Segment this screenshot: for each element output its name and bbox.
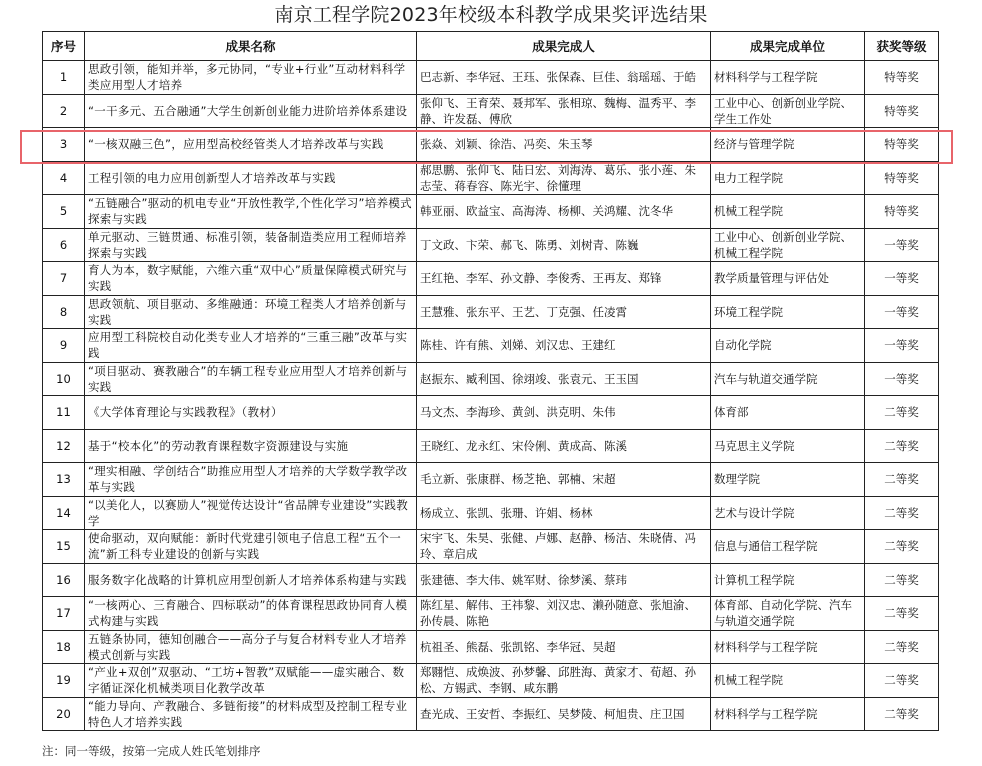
cell-achievement-name: “以美化人，以赛励人”视觉传达设计“省品牌专业建设”实践教学 (85, 496, 417, 530)
table-row (43, 396, 939, 430)
cell-achievement-name: 思政领航、项目驱动、多维融通：环境工程类人才培养创新与实践 (85, 295, 417, 329)
cell-unit: 信息与通信工程学院 (711, 530, 865, 564)
cell-achievement-name: 使命驱动，双向赋能：新时代党建引领电子信息工程“五个一流”新工科专业建设的创新与实践 (85, 530, 417, 564)
cell-no: 12 (43, 429, 85, 463)
cell-award-level: 一等奖 (865, 362, 939, 396)
table-row (43, 664, 939, 698)
cell-completers: 马文杰、李海珍、黄剑、洪克明、朱伟 (417, 396, 711, 430)
cell-achievement-name: “一核双融三色”，应用型高校经管类人才培养改革与实践 (85, 128, 417, 162)
cell-no: 8 (43, 295, 85, 329)
cell-no: 13 (43, 463, 85, 497)
cell-no: 15 (43, 530, 85, 564)
cell-award-level: 二等奖 (865, 630, 939, 664)
cell-achievement-name: “一干多元、五合融通”大学生创新创业能力进阶培养体系建设 (85, 94, 417, 128)
cell-no: 19 (43, 664, 85, 698)
cell-achievement-name: 单元驱动、三链贯通、标准引领，装备制造类应用工程师培养探索与实践 (85, 228, 417, 262)
table-row (43, 228, 939, 262)
cell-unit: 机械工程学院 (711, 664, 865, 698)
cell-achievement-name: 服务数字化战略的计算机应用型创新人才培养体系构建与实践 (85, 563, 417, 597)
table-row (43, 329, 939, 363)
cell-completers: 赵振东、臧利国、徐翊竣、张袁元、王玉国 (417, 362, 711, 396)
cell-unit: 环境工程学院 (711, 295, 865, 329)
cell-no: 4 (43, 161, 85, 195)
table-row (43, 496, 939, 530)
cell-no: 5 (43, 195, 85, 229)
cell-award-level: 特等奖 (865, 94, 939, 128)
table-row (43, 597, 939, 631)
cell-unit: 工业中心、创新创业学院、机械工程学院 (711, 228, 865, 262)
header-award-level: 获奖等级 (865, 32, 939, 61)
cell-completers: 韩亚丽、欧益宝、高海涛、杨柳、关鸿耀、沈冬华 (417, 195, 711, 229)
cell-award-level: 特等奖 (865, 128, 939, 162)
cell-unit: 计算机工程学院 (711, 563, 865, 597)
cell-award-level: 二等奖 (865, 697, 939, 731)
cell-achievement-name: “五链融合”驱动的机电专业“开放性教学,个性化学习”培养模式探索与实践 (85, 195, 417, 229)
cell-unit: 自动化学院 (711, 329, 865, 363)
cell-award-level: 一等奖 (865, 329, 939, 363)
table-header-row (43, 32, 939, 61)
header-completers: 成果完成人 (417, 32, 711, 61)
cell-unit: 体育部 (711, 396, 865, 430)
cell-no: 16 (43, 563, 85, 597)
cell-achievement-name: 工程引领的电力应用创新型人才培养改革与实践 (85, 161, 417, 195)
cell-award-level: 一等奖 (865, 228, 939, 262)
table-row (43, 697, 939, 731)
cell-achievement-name: “产业+双创”双驱动、“工坊+智教”双赋能——虚实融合、数字循证深化机械类项目化教学改革 (85, 664, 417, 698)
table-row (43, 262, 939, 296)
cell-completers: 查光成、王安哲、李振红、吴梦陵、柯旭贵、庄卫国 (417, 697, 711, 731)
cell-no: 14 (43, 496, 85, 530)
cell-no: 20 (43, 697, 85, 731)
cell-achievement-name: “项目驱动、赛教融合”的车辆工程专业应用型人才培养创新与实践 (85, 362, 417, 396)
cell-unit: 材料科学与工程学院 (711, 630, 865, 664)
cell-unit: 经济与管理学院 (711, 128, 865, 162)
cell-award-level: 二等奖 (865, 396, 939, 430)
cell-award-level: 一等奖 (865, 295, 939, 329)
header-achievement-name: 成果名称 (85, 32, 417, 61)
cell-completers: 陈桂、许有熊、刘娣、刘汉忠、王建红 (417, 329, 711, 363)
cell-achievement-name: “理实相融、学创结合”助推应用型人才培养的大学数学教学改革与实践 (85, 463, 417, 497)
cell-award-level: 二等奖 (865, 597, 939, 631)
cell-completers: 王慧雅、张东平、王艺、丁克强、任凌霄 (417, 295, 711, 329)
cell-completers: 丁文政、卞荣、郝飞、陈勇、刘树青、陈巍 (417, 228, 711, 262)
cell-no: 18 (43, 630, 85, 664)
cell-award-level: 二等奖 (865, 429, 939, 463)
cell-achievement-name: 应用型工科院校自动化类专业人才培养的“三重三融”改革与实践 (85, 329, 417, 363)
cell-award-level: 特等奖 (865, 161, 939, 195)
table-row (43, 128, 939, 162)
cell-completers: 郝思鹏、张仰飞、陆日宏、刘海涛、葛乐、张小莲、朱志莹、蒋春容、陈光宇、徐懂理 (417, 161, 711, 195)
cell-no: 11 (43, 396, 85, 430)
cell-unit: 材料科学与工程学院 (711, 61, 865, 95)
cell-completers: 张仰飞、王育荣、聂邦军、张相琼、魏梅、温秀平、李静、许发磊、傅欣 (417, 94, 711, 128)
cell-achievement-name: 基于“校本化”的劳动教育课程数字资源建设与实施 (85, 429, 417, 463)
cell-no: 10 (43, 362, 85, 396)
table-row (43, 295, 939, 329)
cell-award-level: 二等奖 (865, 563, 939, 597)
table-row (43, 161, 939, 195)
cell-unit: 材料科学与工程学院 (711, 697, 865, 731)
table-row (43, 195, 939, 229)
cell-completers: 巴志新、李华冠、王珏、张保森、巨佳、翁瑶瑶、于皓 (417, 61, 711, 95)
page-title: 南京工程学院2023年校级本科教学成果奖评选结果 (274, 4, 708, 26)
cell-unit: 艺术与设计学院 (711, 496, 865, 530)
cell-achievement-name: 《大学体育理论与实践教程》（教材） (85, 396, 417, 430)
cell-award-level: 一等奖 (865, 262, 939, 296)
header-unit: 成果完成单位 (711, 32, 865, 61)
cell-no: 2 (43, 94, 85, 128)
cell-unit: 工业中心、创新创业学院、学生工作处 (711, 94, 865, 128)
cell-unit: 教学质量管理与评估处 (711, 262, 865, 296)
cell-completers: 郑翾恺、成焕波、孙梦馨、邱胜海、黄家才、荀超、孙松、方锡武、李钢、咸东鹏 (417, 664, 711, 698)
cell-no: 1 (43, 61, 85, 95)
cell-unit: 机械工程学院 (711, 195, 865, 229)
cell-completers: 王晓红、龙永红、宋伶俐、黄成高、陈溪 (417, 429, 711, 463)
cell-no: 3 (43, 128, 85, 162)
table-row (43, 61, 939, 95)
header-no: 序号 (43, 32, 85, 61)
cell-achievement-name: 思政引领，能知并举，多元协同，“专业+行业”互动材料科学类应用型人才培养 (85, 61, 417, 95)
table-row (43, 563, 939, 597)
cell-completers: 杭祖圣、熊磊、张凯铭、李华冠、吴超 (417, 630, 711, 664)
cell-achievement-name: 五链条协同，德知创融合——高分子与复合材料专业人才培养模式创新与实践 (85, 630, 417, 664)
cell-no: 6 (43, 228, 85, 262)
table-row (43, 530, 939, 564)
cell-completers: 宋宇飞、朱昊、张健、卢娜、赵静、杨洁、朱晓倩、冯玲、章启成 (417, 530, 711, 564)
cell-unit: 体育部、自动化学院、汽车与轨道交通学院 (711, 597, 865, 631)
cell-completers: 陈红星、解伟、王祎黎、刘汉忠、濑孙随意、张旭渝、孙传晨、陈艳 (417, 597, 711, 631)
cell-award-level: 特等奖 (865, 61, 939, 95)
cell-award-level: 二等奖 (865, 496, 939, 530)
results-table (42, 31, 939, 731)
cell-award-level: 二等奖 (865, 530, 939, 564)
cell-unit: 电力工程学院 (711, 161, 865, 195)
cell-completers: 毛立新、张康群、杨芝艳、郭楠、宋超 (417, 463, 711, 497)
table-row (43, 429, 939, 463)
table-row (43, 94, 939, 128)
footnote: 注：同一等级，按第一完成人姓氏笔划排序 (42, 744, 261, 758)
cell-achievement-name: “能力导向、产教融合、多链衔接”的材料成型及控制工程专业特色人才培养实践 (85, 697, 417, 731)
cell-award-level: 二等奖 (865, 664, 939, 698)
cell-unit: 数理学院 (711, 463, 865, 497)
cell-completers: 王红艳、李军、孙文静、李俊秀、王再友、郑锋 (417, 262, 711, 296)
cell-achievement-name: “一核两心、三育融合、四标联动”的体育课程思政协同育人模式构建与实践 (85, 597, 417, 631)
cell-no: 9 (43, 329, 85, 363)
cell-no: 17 (43, 597, 85, 631)
cell-unit: 马克思主义学院 (711, 429, 865, 463)
cell-no: 7 (43, 262, 85, 296)
table-row (43, 362, 939, 396)
cell-award-level: 特等奖 (865, 195, 939, 229)
table-row (43, 463, 939, 497)
cell-award-level: 二等奖 (865, 463, 939, 497)
cell-achievement-name: 育人为本，数字赋能，六维六重“双中心”质量保障模式研究与实践 (85, 262, 417, 296)
cell-unit: 汽车与轨道交通学院 (711, 362, 865, 396)
table-row (43, 630, 939, 664)
cell-completers: 张焱、刘颖、徐浩、冯奕、朱玉琴 (417, 128, 711, 162)
cell-completers: 张建德、李大伟、姚军财、徐梦溪、蔡玮 (417, 563, 711, 597)
cell-completers: 杨成立、张凯、张珊、许娟、杨林 (417, 496, 711, 530)
